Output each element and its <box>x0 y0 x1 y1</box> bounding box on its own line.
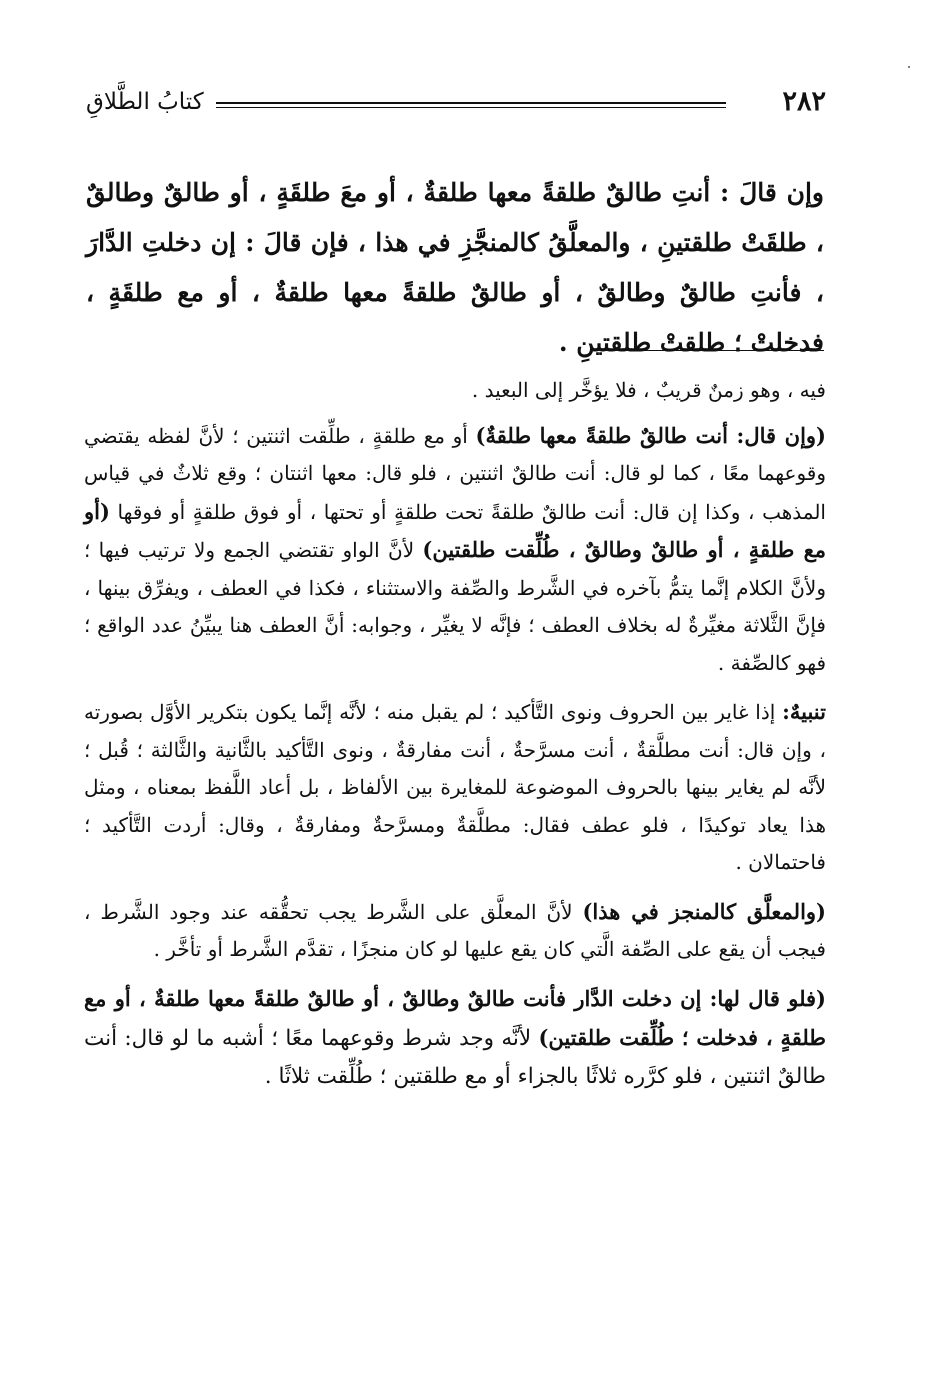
sharh-paragraph-4 <box>84 893 826 969</box>
sharh-paragraph-2 <box>84 417 826 683</box>
quoted-matn: (أو مع طلقةٍ ، أو طالقٌ وطالقٌ ، طُلِّقت طلقتين) <box>84 498 826 562</box>
sharh-paragraph-5 <box>84 980 826 1096</box>
sharh-text: لأنَّ المعلَّق على الشَّرط يجب تحقُّقه عند وجود الشَّرط ، فيجب أن يقع على الصِّفة الَّتي كان يقع عليها لو كان منجزًا ، تقدَّم الشَّرط أو تأخَّر . <box>84 899 826 961</box>
sharh-text: أو مع طلقةٍ ، طلِّقت اثنتين ؛ لأنَّ لفظه يقتضي وقوعهما معًا ، كما لو قال: أنت طالقٌ اثنتين ، فلو قال: معها اثنتان ؛ وقع ثلاثٌ في قياس المذهب ، وكذا إن قال: أنت طالقٌ طلقةً تحت طلقةٍ أو تحتها ، أو فوق طلقةٍ أو فوقها <box>84 423 826 524</box>
sharh-text: إذا غاير بين الحروف ونوى التَّأكيد ؛ لم يقبل منه ؛ لأنَّه إنَّما يكون بتكرير الأوَّل بصورته ، وإن قال: أنت مطلَّقةٌ ، أنت مسرَّحةٌ ، أنت مفارقةٌ ، ونوى التَّأكيد بالثَّانية والثَّالثة ؛ قُبل ؛ لأنَّه لم يغاير بينها بالحروف الموضوعة للمغايرة بين الألفاظ ، بل أعاد اللَّفظ بمعناه ، ومثل هذا يعاد توكيدًا ، فلو عطف فقال: مطلَّقةٌ ومسرَّحةٌ ومفارقةٌ ، وقال: أردت التَّأكيد ؛ فاحتمالان . <box>84 700 827 874</box>
scan-speck <box>908 66 910 68</box>
page-number: ٢٨٢ <box>782 86 826 117</box>
sharh-paragraph-3 <box>84 693 826 882</box>
note-label: تنبيهٌ: <box>782 699 826 724</box>
sharh-commentary <box>84 372 826 1107</box>
quoted-matn: (والمعلَّق كالمنجز في هذا) <box>582 898 826 924</box>
book-title: كتابُ الطَّلاقِ <box>86 89 204 115</box>
sharh-paragraph-1 <box>84 372 826 410</box>
running-header <box>86 86 826 120</box>
sharh-text: لأنَّه وجد شرط وقوعهما معًا ؛ أشبه ما لو قال: أنت طالقٌ اثنتين ، فلو كرَّره ثلاثًا بالجزاء أو مع طلقتين ؛ طُلِّقت ثلاثًا . <box>84 1025 826 1089</box>
quoted-matn: (وإن قال: أنت طالقٌ طلقةً معها طلقةٌ) <box>475 422 826 448</box>
sharh-text: لأنَّ الواو تقتضي الجمع ولا ترتيب فيها ؛ ولأنَّ الكلام إنَّما يتمُّ بآخره في الشَّرط والصِّفة والاستثناء ، فكذا في العطف ، ويفرِّق بينها ، فإنَّ الثَّلاثة مغيِّرةٌ له بخلاف العطف ؛ فإنَّه لا يغيِّر ، وجوابه: أنَّ العطف هنا يبيِّنُ عدد الواقع ؛ فهو كالصِّفة . <box>84 538 826 675</box>
matn-separator-rule <box>594 350 824 351</box>
header-rule <box>216 102 726 108</box>
quoted-matn: (فلو قال لها: إن دخلت الدَّار فأنت طالقٌ وطالقٌ ، أو طالقٌ طلقةً معها طلقةٌ ، أو مع طلقةٍ ، فدخلت ؛ طُلِّقت طلقتين) <box>84 985 827 1050</box>
sharh-text: فيه ، وهو زمنٌ قريبٌ ، فلا يؤخَّر إلى البعيد . <box>471 378 826 402</box>
matn-text: وإن قالَ : أنتِ طالقٌ طلقةً معها طلقةٌ ، أو معَ طلقَةٍ ، أو طالقٌ وطالقٌ ، طلقَتْ طلقتينِ ، والمعلَّقُ كالمنجَّزِ في هذا ، فإن قالَ : إن دخلتِ الدَّارَ ، فأنتِ طالقٌ وطالقٌ ، أو طالقٌ طلقةً معها طلقةٌ ، أو مع طلقَةٍ ، فدخلتْ ؛ طلقتْ طلقتينِ . <box>86 178 824 357</box>
